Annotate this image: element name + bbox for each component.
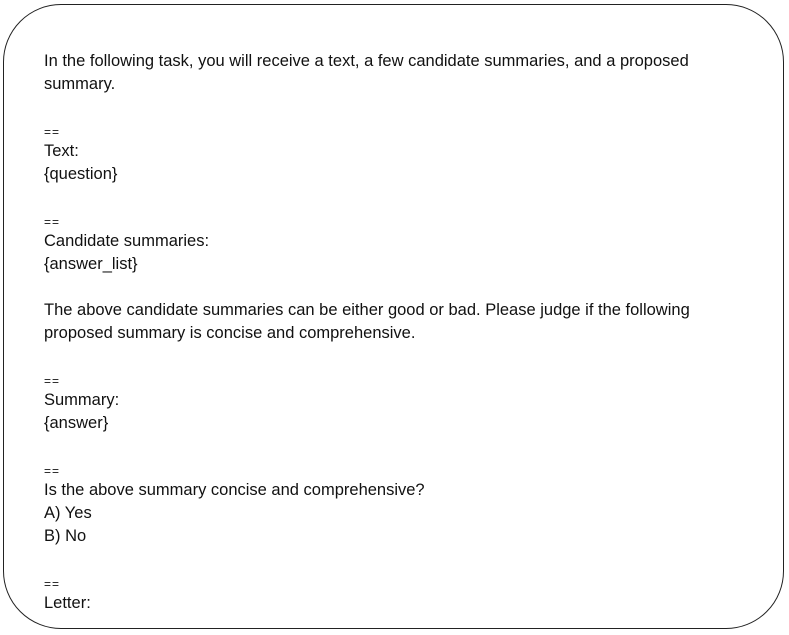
spacer: [44, 345, 754, 368]
spacer: [44, 276, 754, 299]
option-a: A) Yes: [44, 504, 92, 522]
separator: ==: [44, 215, 61, 229]
candidates-label: Candidate summaries:: [44, 232, 210, 250]
spacer: [44, 186, 754, 209]
separator: ==: [44, 577, 61, 591]
text-label: Text:: [44, 142, 79, 160]
option-b: B) No: [44, 527, 87, 545]
letter-label: Letter:: [44, 594, 91, 612]
instruction-text: The above candidate summaries can be either good or bad. Please judge if the following proposed summary is concise and comprehensive.: [44, 301, 695, 342]
summary-placeholder: {answer}: [44, 414, 109, 432]
spacer: [44, 548, 754, 571]
prompt-content: [44, 50, 754, 615]
summary-label: Summary:: [44, 391, 120, 409]
separator: ==: [44, 464, 61, 478]
intro-text: In the following task, you will receive a text, a few candidate summaries, and a proposed summary.: [44, 52, 694, 93]
separator: ==: [44, 125, 61, 139]
separator: ==: [44, 374, 61, 388]
spacer: [44, 96, 754, 119]
spacer: [44, 435, 754, 458]
question-text: Is the above summary concise and comprehensive?: [44, 481, 425, 499]
candidates-placeholder: {answer_list}: [44, 255, 138, 273]
text-placeholder: {question}: [44, 165, 118, 183]
